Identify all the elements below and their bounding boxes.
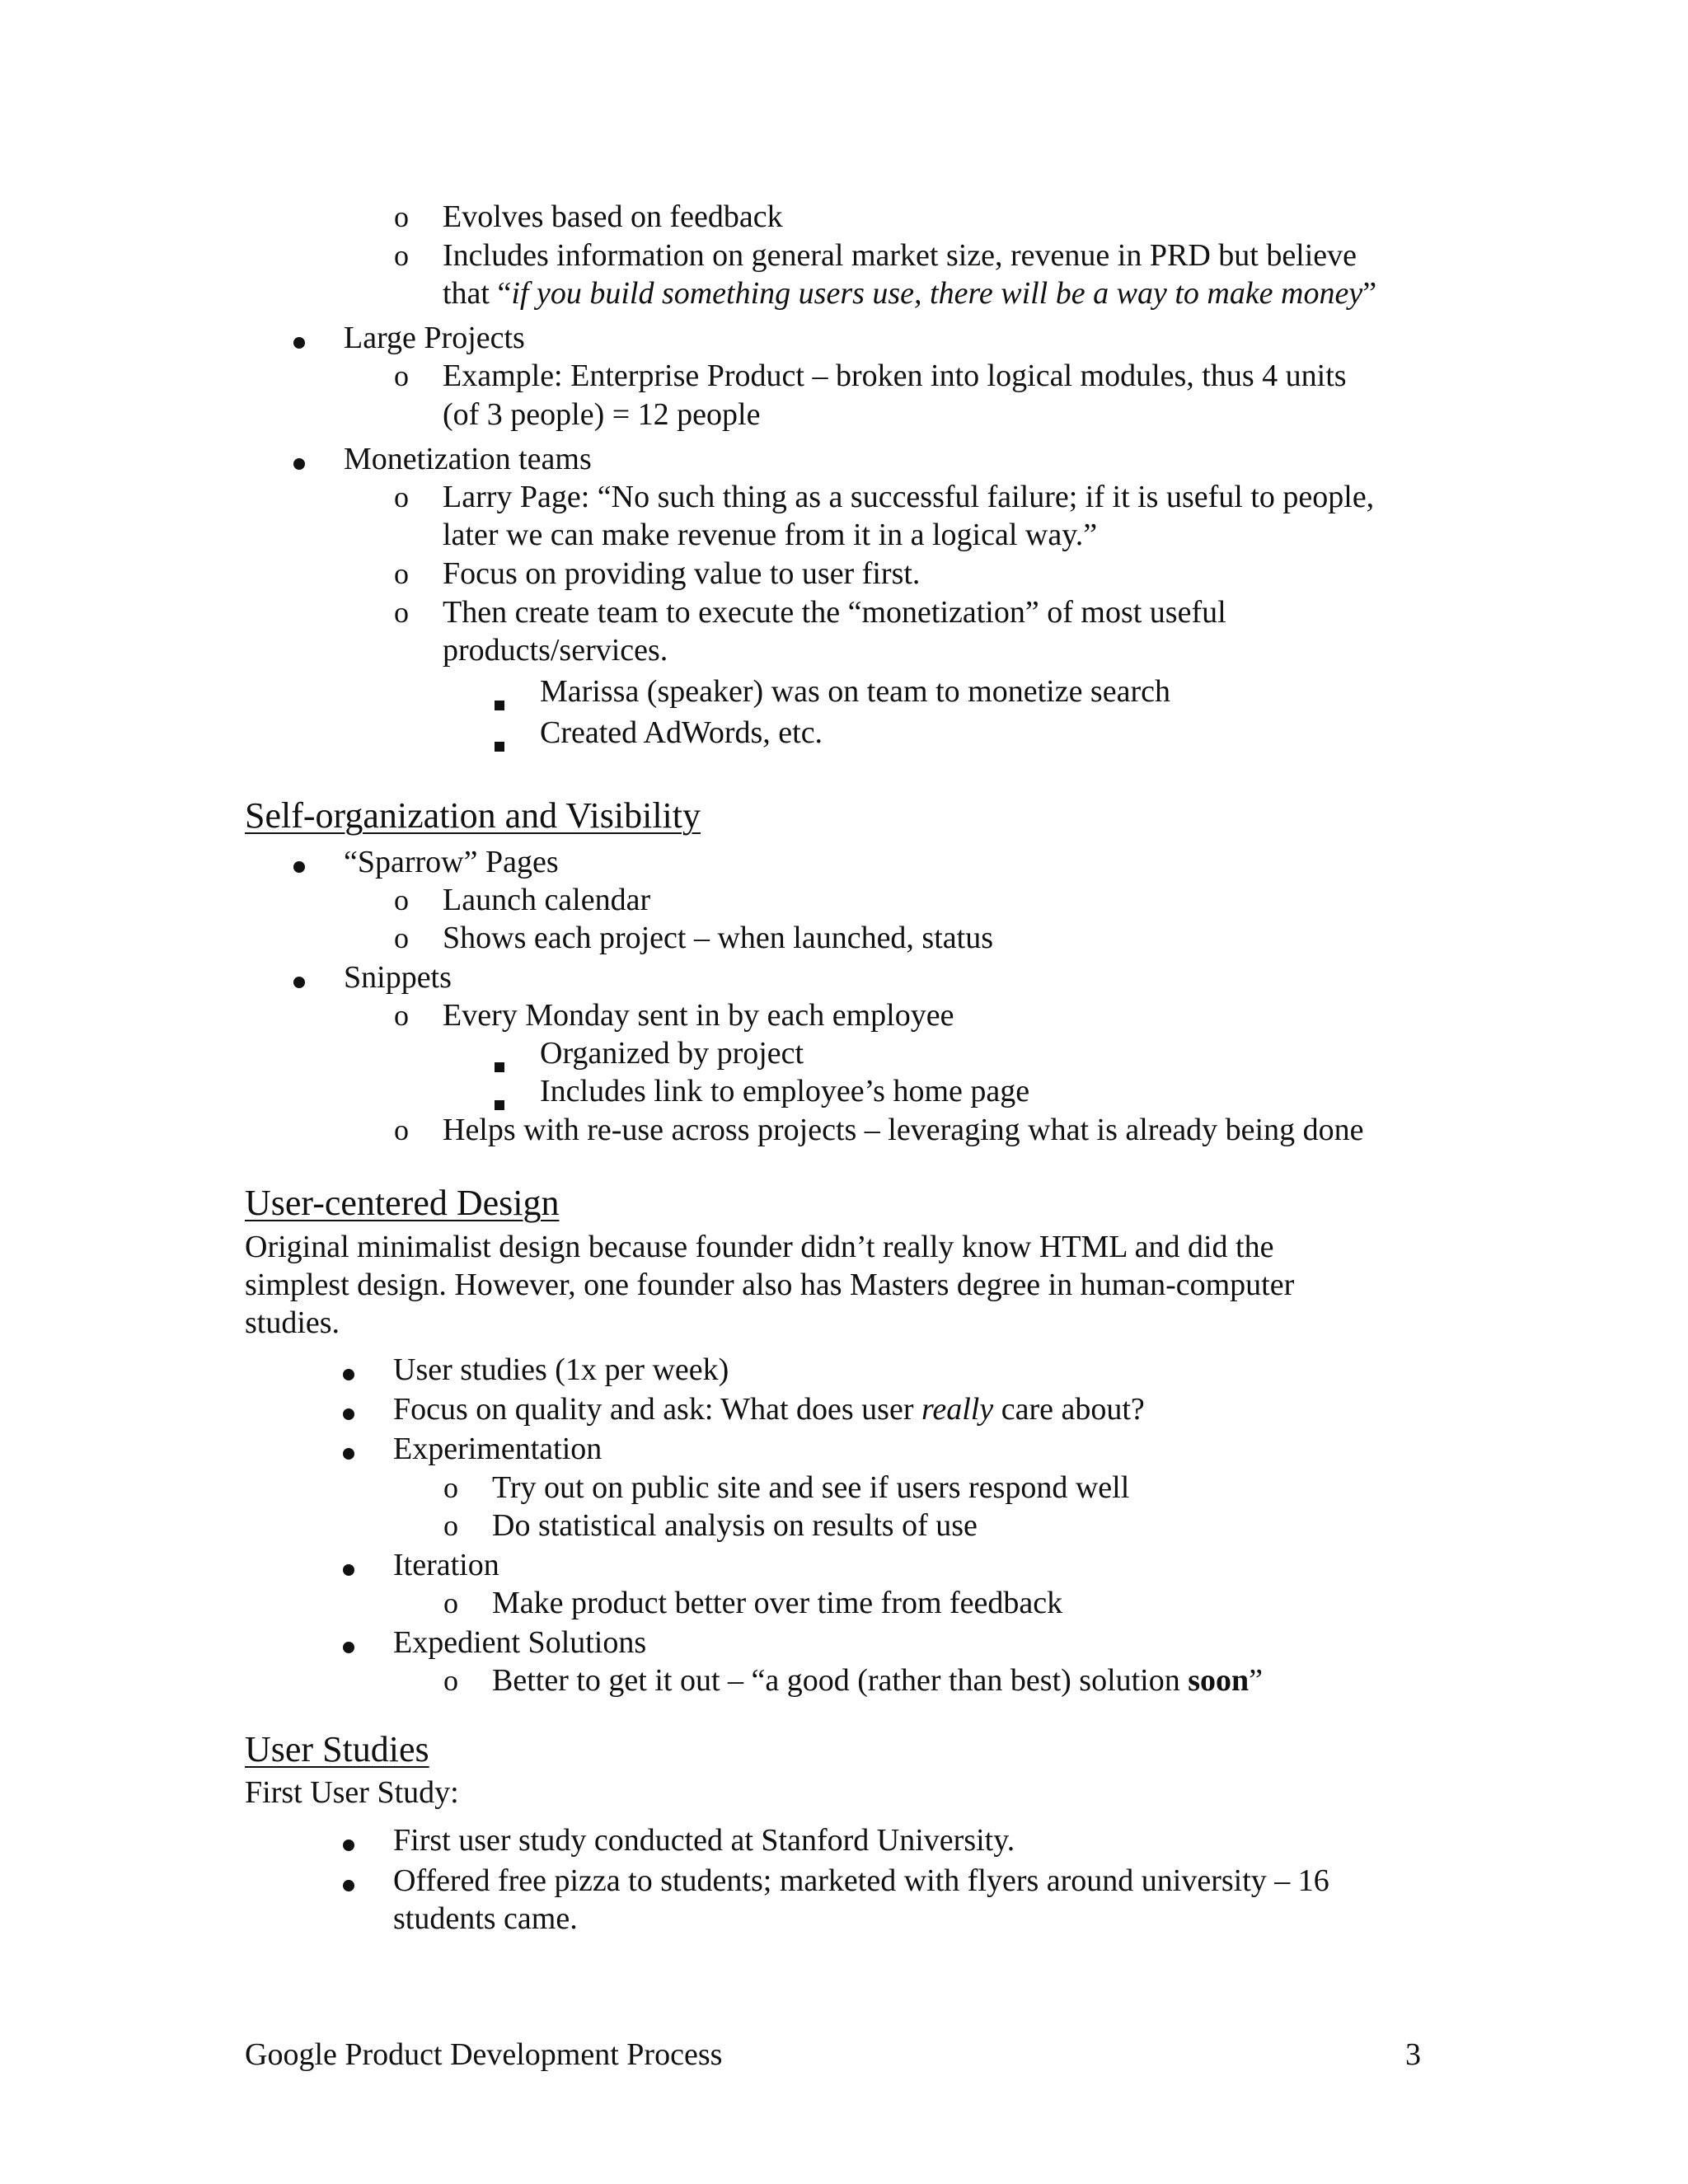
bullet-icon	[293, 320, 305, 358]
list-item: Experimentation	[393, 1432, 603, 1466]
bullet-icon	[343, 1431, 354, 1469]
paragraph-line: studies.	[245, 1305, 340, 1340]
list-item-continuation: products/services.	[443, 633, 668, 668]
list-item: Every Monday sent in by each employee	[443, 998, 954, 1033]
list-item: Snippets	[344, 960, 452, 995]
section-heading: User Studies	[245, 1729, 429, 1769]
list-item: Iteration	[393, 1548, 499, 1582]
emphasis-text: really	[921, 1392, 994, 1427]
paragraph-line: simplest design. However, one founder also has Masters degree in human-computer	[245, 1268, 1295, 1302]
list-item: Marissa (speaker) was on team to monetize search	[540, 674, 1170, 709]
circle-bullet-icon: o	[443, 1586, 458, 1619]
list-item: Monetization teams	[344, 442, 592, 476]
bold-text: soon	[1188, 1663, 1250, 1698]
list-item: User studies (1x per week)	[393, 1352, 729, 1387]
list-item: Helps with re-use across projects – leveraging what is already being done	[443, 1113, 1364, 1147]
list-item: Organized by project	[540, 1036, 804, 1071]
circle-bullet-icon: o	[394, 200, 409, 233]
list-item: Example: Enterprise Product – broken into logical modules, thus 4 units	[443, 359, 1347, 393]
footer-title: Google Product Development Process	[245, 2037, 723, 2072]
list-item: Try out on public site and see if users respond well	[492, 1470, 1130, 1505]
list-item: “Sparrow” Pages	[344, 845, 559, 879]
circle-bullet-icon: o	[443, 1471, 458, 1504]
list-item: Make product better over time from feedback	[492, 1586, 1063, 1620]
list-item-continuation: students came.	[393, 1901, 578, 1936]
circle-bullet-icon: o	[443, 1509, 458, 1542]
section-heading: Self-organization and Visibility	[245, 795, 701, 836]
list-item: Launch calendar	[443, 883, 651, 917]
bullet-icon	[343, 1391, 354, 1429]
circle-bullet-icon: o	[394, 999, 409, 1032]
page-number: 3	[1405, 2037, 1421, 2072]
list-item-continuation: (of 3 people) = 12 people	[443, 397, 761, 432]
paragraph-line: Original minimalist design because founder didn’t really know HTML and did the	[245, 1230, 1274, 1264]
circle-bullet-icon: o	[394, 883, 409, 916]
circle-bullet-icon: o	[394, 359, 409, 392]
list-item: Then create team to execute the “monetization” of most useful	[443, 595, 1226, 630]
square-bullet-icon	[495, 723, 504, 761]
bullet-icon	[343, 1863, 354, 1900]
list-item: Expedient Solutions	[393, 1625, 647, 1660]
list-item: Offered free pizza to students; marketed with flyers around university – 16	[393, 1863, 1329, 1898]
list-item: Larry Page: “No such thing as a successful failure; if it is useful to people,	[443, 480, 1375, 514]
list-item: Do statistical analysis on results of use	[492, 1508, 978, 1543]
list-item-continuation: later we can make revenue from it in a logical way.”	[443, 518, 1098, 552]
list-item: Evolves based on feedback	[443, 199, 783, 234]
list-item: Large Projects	[344, 321, 525, 355]
bullet-icon	[293, 441, 305, 479]
bullet-icon	[343, 1352, 354, 1390]
circle-bullet-icon: o	[443, 1664, 458, 1697]
bullet-icon	[343, 1822, 354, 1860]
circle-bullet-icon: o	[394, 596, 409, 629]
list-item-continuation: that “if you build something users use, there will be a way to make money”	[443, 276, 1377, 311]
list-item: First user study conducted at Stanford University.	[393, 1823, 1015, 1858]
circle-bullet-icon: o	[394, 1113, 409, 1146]
circle-bullet-icon: o	[394, 557, 409, 590]
square-bullet-icon	[495, 682, 504, 719]
list-item: Includes information on general market size, revenue in PRD but believe	[443, 238, 1357, 273]
section-heading: User-centered Design	[245, 1183, 560, 1223]
list-item: Focus on quality and ask: What does user really care about?	[393, 1392, 1145, 1427]
circle-bullet-icon: o	[394, 921, 409, 954]
list-item: Better to get it out – “a good (rather than best) solution soon”	[492, 1663, 1264, 1698]
bullet-icon	[343, 1547, 354, 1585]
bullet-icon	[293, 844, 305, 882]
bullet-icon	[343, 1624, 354, 1662]
square-bullet-icon	[495, 1043, 504, 1081]
circle-bullet-icon: o	[394, 480, 409, 513]
list-item: Focus on providing value to user first.	[443, 556, 921, 591]
paragraph-line: First User Study:	[245, 1775, 459, 1810]
list-item: Includes link to employee’s home page	[540, 1074, 1030, 1108]
circle-bullet-icon: o	[394, 239, 409, 272]
list-item: Created AdWords, etc.	[540, 715, 823, 750]
bullet-icon	[293, 959, 305, 997]
quote-text: if you build something users use, there will be a way to make money	[511, 276, 1363, 311]
list-item: Shows each project – when launched, status	[443, 921, 993, 955]
